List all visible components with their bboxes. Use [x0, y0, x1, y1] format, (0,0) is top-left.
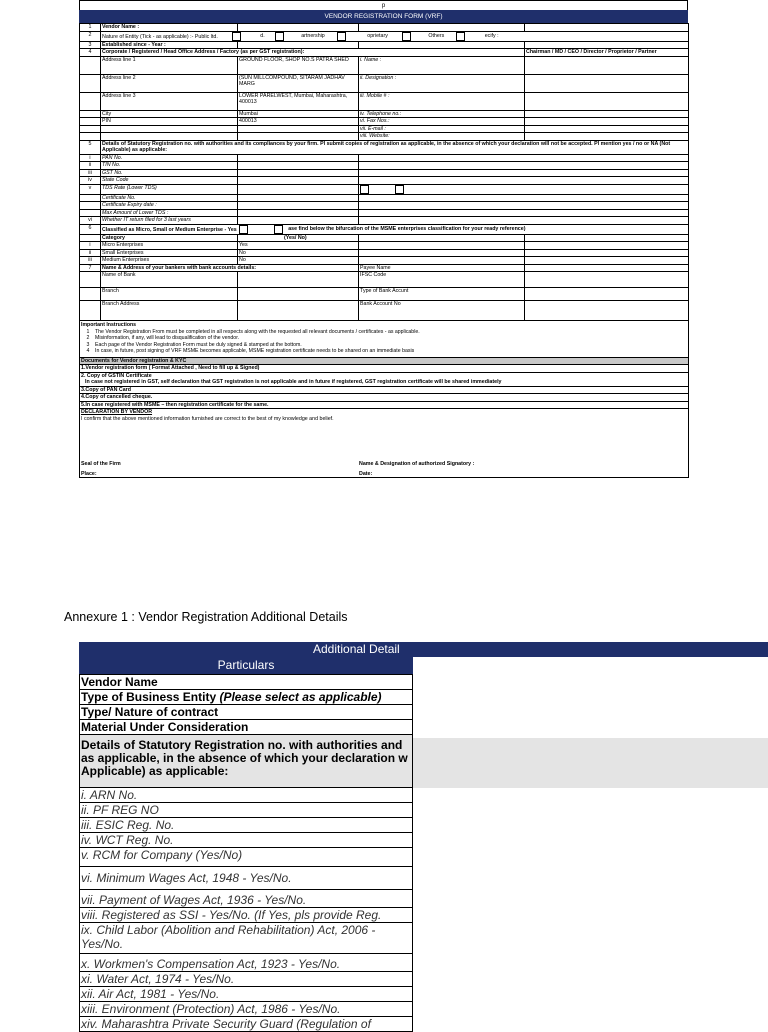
annex-item-environment[interactable]: xiii. Environment (Protection) Act, 1986 - Yes/No.: [80, 1002, 413, 1017]
place-label: Place:: [81, 471, 97, 477]
msme-heading: [101, 224, 689, 234]
branch-address-value[interactable]: [238, 301, 359, 321]
doc-item-2-note: In case not registered in GST, self declaration that GST registration is not applicable and in future if registered, GST registration certificate will be shared immediately: [85, 379, 502, 385]
annexure-title: Annexure 1 : Vendor Registration Additional Details: [64, 610, 348, 624]
annex-vendor-name[interactable]: Vendor Name: [80, 675, 413, 690]
blank-cell: [101, 125, 238, 133]
blank-cell: [80, 194, 101, 202]
row-number: iii: [80, 257, 101, 265]
blank-cell: [359, 257, 525, 265]
msme-label: Classified as Micro, Small or Medium Enterprise - Yes: [102, 226, 237, 233]
blank-cell: [80, 234, 101, 242]
annex-item-min-wages[interactable]: vi. Minimum Wages Act, 1948 - Yes/No.: [80, 867, 413, 890]
annex-contract-type[interactable]: Type/ Nature of contract: [80, 705, 413, 720]
doc-item-4: 4.Copy of cancelled cheque.: [80, 394, 689, 402]
blank-cell: [238, 177, 359, 185]
blank-cell: [80, 125, 101, 133]
doc-item-2: [80, 372, 689, 386]
it-return-value[interactable]: [359, 217, 689, 225]
blank-cell: [238, 154, 359, 162]
blank-cell: [80, 110, 101, 118]
small-label: Small Enterprises: [101, 249, 238, 257]
account-no-value[interactable]: [525, 301, 689, 321]
opt-public-ltd: Public ltd.: [194, 33, 218, 40]
row-number: 2: [80, 31, 101, 41]
vendor-name-value[interactable]: [238, 24, 359, 32]
blank-cell: [359, 249, 525, 257]
instructions-block: [80, 321, 689, 358]
branch-value[interactable]: [238, 288, 359, 301]
ifsc-label: IFSC Code: [359, 272, 525, 288]
seal-label: Seal of the Firm: [81, 461, 121, 467]
annex-item-child-labor[interactable]: ix. Child Labor (Abolition and Rehabilitation) Act, 2006 - Yes/No.: [80, 923, 413, 954]
page-marker: p: [79, 0, 688, 10]
blank-cell: [238, 125, 359, 133]
certificate-no-label: Certificate No.: [101, 194, 238, 202]
real-print-label: [359, 24, 525, 32]
blank-cell: [238, 209, 359, 217]
address-line-1-value[interactable]: GROUND FLOOR, SHOP NO.S PATRA SHED: [238, 56, 359, 74]
blank-cell: [238, 202, 359, 210]
payee-label: Payee Name: [359, 264, 525, 272]
annex-item-esic[interactable]: iii. ESIC Reg. No.: [80, 818, 413, 833]
contact-name-value[interactable]: [525, 56, 689, 74]
bankers-heading: Name & Address of your bankers with bank accounts details:: [101, 264, 359, 272]
blank-cell: [80, 118, 101, 126]
additional-detail-header: [79, 642, 768, 657]
blank-cell: [80, 74, 101, 92]
small-value[interactable]: No: [238, 249, 359, 257]
annex-item-pf[interactable]: ii. PF REG NO: [80, 803, 413, 818]
blank-cell: [525, 24, 689, 32]
pvt-ltd-checkbox[interactable]: [275, 32, 284, 41]
statutory-line: as applicable, in the absence of which your declaration w: [81, 751, 408, 765]
tds-yes-checkbox[interactable]: [360, 185, 369, 194]
certificate-no-value[interactable]: [359, 194, 689, 202]
address-line-2-value[interactable]: (SUN MILLCOMPOUND, SITARAM JADHAV MARG: [238, 74, 359, 92]
blank-cell: [80, 209, 101, 217]
statutory-line: Applicable) as applicable:: [81, 764, 229, 778]
blank-cell: [80, 202, 101, 210]
address-line-3-value[interactable]: LOWER PARELWEST, Mumbai, Maharashtra, 400013: [238, 92, 359, 110]
doc-item-3: 3.Copy of PAN Card: [80, 386, 689, 394]
certificate-expiry-value[interactable]: [359, 202, 689, 210]
branch-label: Branch: [101, 288, 238, 301]
website-label: viii. Website:: [359, 133, 525, 141]
blank-cell: [101, 133, 238, 141]
state-code-value[interactable]: [359, 177, 689, 185]
designation-value[interactable]: [525, 74, 689, 92]
mobile-value[interactable]: [525, 92, 689, 110]
blank-cell: [238, 162, 359, 170]
instruction-item: 2 Misinformation, if any, will lead to disqualification of the vendor.: [86, 335, 240, 341]
annex-item-air[interactable]: xii. Air Act, 1981 - Yes/No.: [80, 987, 413, 1002]
statutory-band: [413, 738, 768, 788]
instruction-item: 3 Each page of the Vendor Registration Form must be duly signed & stamped at the bottom.: [86, 341, 302, 348]
fax-label: vi. Fax Nos.:: [359, 118, 525, 126]
form-title: VENDOR REGISTRATION FORM (VRF): [79, 10, 688, 23]
tin-label: TIN No.: [101, 162, 238, 170]
annex-statutory-heading: [80, 735, 413, 788]
website-value[interactable]: [525, 133, 689, 141]
msme-note: ase find below the bifurcation of the MSME enterprises classification for your ready reference): [288, 226, 526, 233]
medium-value[interactable]: No: [238, 257, 359, 265]
additional-detail-label: Additional Detail: [313, 642, 400, 656]
date-label: Date:: [359, 471, 373, 477]
contact-name-label: i. Name :: [359, 56, 525, 74]
instruction-item: 4 In case, in future, post signing of VRF MSME becomes applicable, MSME registration certificate needs to be shared on an immediate basis: [86, 348, 415, 354]
blank-cell: [525, 249, 689, 257]
annex-item-ssi[interactable]: viii. Registered as SSI - Yes/No. (If Yes, pls provide Reg.: [80, 908, 413, 923]
declaration-text: I confirm that the above mentioned information furnished are correct to the best of my knowledge and belief.: [81, 415, 334, 422]
row-number: iv: [80, 177, 101, 185]
row-number: 6: [80, 224, 101, 234]
annex-business-entity[interactable]: Type of Business Entity (Please select as applicable): [80, 690, 413, 705]
address-line-2-label: Address line 2: [101, 74, 238, 92]
branch-address-label: Branch Address: [101, 301, 238, 321]
row-number: 7: [80, 264, 101, 272]
certificate-expiry-label: Certificate Expiry date :: [101, 202, 238, 210]
account-type-value[interactable]: [525, 288, 689, 301]
entity-nature-label: Nature of Entity (Tick - as applicable) :-: [102, 33, 194, 40]
annex-item-payment-wages[interactable]: vii. Payment of Wages Act, 1936 - Yes/No.: [80, 890, 413, 908]
established-label: Established since - Year :: [101, 41, 238, 49]
annex-material[interactable]: Material Under Consideration: [80, 720, 413, 735]
row-number: i: [80, 242, 101, 250]
pin-value[interactable]: 400013: [238, 118, 359, 126]
tds-no-checkbox[interactable]: [395, 185, 404, 194]
established-value[interactable]: [238, 41, 359, 49]
pin-label: PIN: [101, 118, 238, 126]
blank-cell: [80, 288, 101, 301]
row-number: ii: [80, 162, 101, 170]
payee-value[interactable]: [525, 264, 689, 272]
annex-item-wct[interactable]: iv. WCT Reg. No.: [80, 833, 413, 848]
email-label: vii. E-mail :: [359, 125, 525, 133]
doc-item-5: 5.In case registered with MSME – then registration certificate for the same.: [80, 401, 689, 409]
blank-cell: [80, 56, 101, 74]
blank-cell: [525, 234, 689, 242]
gst-label: GST No.: [101, 169, 238, 177]
instruction-item: 1 The Vendor Registration From must be completed in all respects along with the requested all relevant documents / certificates - as applicable.: [86, 328, 420, 335]
row-number: 4: [80, 49, 101, 57]
row-number: vi: [80, 217, 101, 225]
city-label: City: [101, 110, 238, 118]
proprietary-checkbox[interactable]: [402, 32, 411, 41]
mobile-label: iii. Mobile # :: [359, 92, 525, 110]
vendor-name-label: Vendor Name :: [101, 24, 238, 32]
blank-cell: [238, 184, 359, 194]
blank-cell: [525, 257, 689, 265]
blank-cell: [359, 242, 525, 250]
tds-label: TDS Rate (Lower TDS): [101, 184, 238, 194]
city-value[interactable]: Mumbai: [238, 110, 359, 118]
annex-item-workmen[interactable]: x. Workmen's Compensation Act, 1923 - Yes/No.: [80, 954, 413, 972]
statutory-line: Details of Statutory Registration no. with authorities and: [81, 738, 403, 752]
address-heading: Corporate / Registered / Head Office Address / Factory (as per GST registration):: [101, 49, 525, 57]
bank-name-label: Name of Bank: [101, 272, 238, 288]
micro-value[interactable]: Yes: [238, 242, 359, 250]
doc-item-1: 1.Vendor registration form ( Format Attached , Need to fill up & Signed): [80, 365, 689, 373]
address-line-3-label: Address line 3: [101, 92, 238, 110]
particulars-header: Particulars: [79, 657, 413, 674]
yes-no-caption: (Yes/ No): [238, 234, 359, 242]
blank-cell: [525, 41, 689, 49]
blank-cell: [525, 242, 689, 250]
chairman-heading: Chairman / MD / CEO / Director / Proprietor / Partner: [525, 49, 689, 57]
opt-proprietary: oprietary: [367, 33, 388, 40]
statutory-heading: Details of Statutory Registration no. with authorities and its compliances by your firm. Pl submit copies of registration as applicable, in the absence of which your declaration will not be accepted. Pl mention yes / no or NA (Not Applicable) as applicable:: [101, 140, 689, 154]
row-number: 1: [80, 24, 101, 32]
annex-item-rcm[interactable]: v. RCM for Company (Yes/No): [80, 848, 413, 867]
opt-partnership: artnership: [301, 33, 325, 40]
it-return-label: Whether IT return filed for 3 last years: [101, 217, 238, 225]
blank-cell: [238, 217, 359, 225]
pan-label: PAN No.: [101, 154, 238, 162]
tin-value[interactable]: [359, 162, 689, 170]
address-line-1-label: Address line 1: [101, 56, 238, 74]
medium-label: Medium Enterprises: [101, 257, 238, 265]
row-number: iii: [80, 169, 101, 177]
annex-item-security-guard[interactable]: xiv. Maharashtra Private Security Guard (Regulation of: [80, 1017, 413, 1032]
public-ltd-checkbox[interactable]: [232, 32, 241, 41]
blank-cell: [238, 133, 359, 141]
row-number: v: [80, 184, 101, 194]
designation-label: ii. Designation :: [359, 74, 525, 92]
blank-cell: [80, 272, 101, 288]
opt-specify: ecify :: [484, 33, 499, 40]
blank-cell: [359, 234, 525, 242]
declaration-block: [80, 409, 689, 478]
blank-cell: [238, 194, 359, 202]
blank-cell: [80, 301, 101, 321]
blank-cell: [359, 41, 525, 49]
opt-others: Others: [428, 33, 445, 40]
annex-item-water[interactable]: xi. Water Act, 1974 - Yes/No.: [80, 972, 413, 987]
msme-no-checkbox[interactable]: [274, 225, 283, 234]
max-amount-value[interactable]: [359, 209, 689, 217]
additional-details-table: [79, 674, 413, 1032]
tds-choice: [359, 184, 689, 194]
account-no-label: Bank Account No: [359, 301, 525, 321]
blank-cell: [238, 169, 359, 177]
blank-cell: [80, 133, 101, 141]
micro-label: Micro Enterprises: [101, 242, 238, 250]
row-number: 3: [80, 41, 101, 49]
signatory-label: Name & Designation of authorized Signatory :: [359, 461, 475, 467]
row-number: 5: [80, 140, 101, 154]
declaration-title: DECLARATION BY VENDOR: [81, 409, 153, 415]
msme-yes-checkbox[interactable]: [239, 225, 248, 234]
ifsc-value[interactable]: [525, 272, 689, 288]
row-number: ii: [80, 249, 101, 257]
category-label: Category: [101, 234, 238, 242]
docs-heading: Documents for Vendor registration & KYC: [80, 357, 689, 365]
account-type-label: Type of Bank Accunt: [359, 288, 525, 301]
telephone-value[interactable]: [525, 110, 689, 118]
doc-item-2-title: 2. Copy of GSTIN Certificate: [81, 372, 152, 379]
email-value[interactable]: [525, 125, 689, 133]
telephone-label: iv. Telephone no.:: [359, 110, 525, 118]
bank-name-value[interactable]: [238, 272, 359, 288]
max-amount-label: Max Amount of Lower TDS :: [101, 209, 238, 217]
annex-item-arn[interactable]: i. ARN No.: [80, 788, 413, 803]
row-number: i: [80, 154, 101, 162]
entity-nature-row: [101, 31, 689, 41]
gst-value[interactable]: [359, 169, 689, 177]
pan-value[interactable]: [359, 154, 689, 162]
instructions-title: Important Instructions: [81, 322, 137, 328]
vrf-table: [79, 23, 689, 478]
partnership-checkbox[interactable]: [337, 32, 346, 41]
fax-value[interactable]: [525, 118, 689, 126]
opt-pvt-ltd: d.: [260, 33, 265, 40]
blank-cell: [80, 92, 101, 110]
others-checkbox[interactable]: [456, 32, 465, 41]
state-code-label: State Code: [101, 177, 238, 185]
